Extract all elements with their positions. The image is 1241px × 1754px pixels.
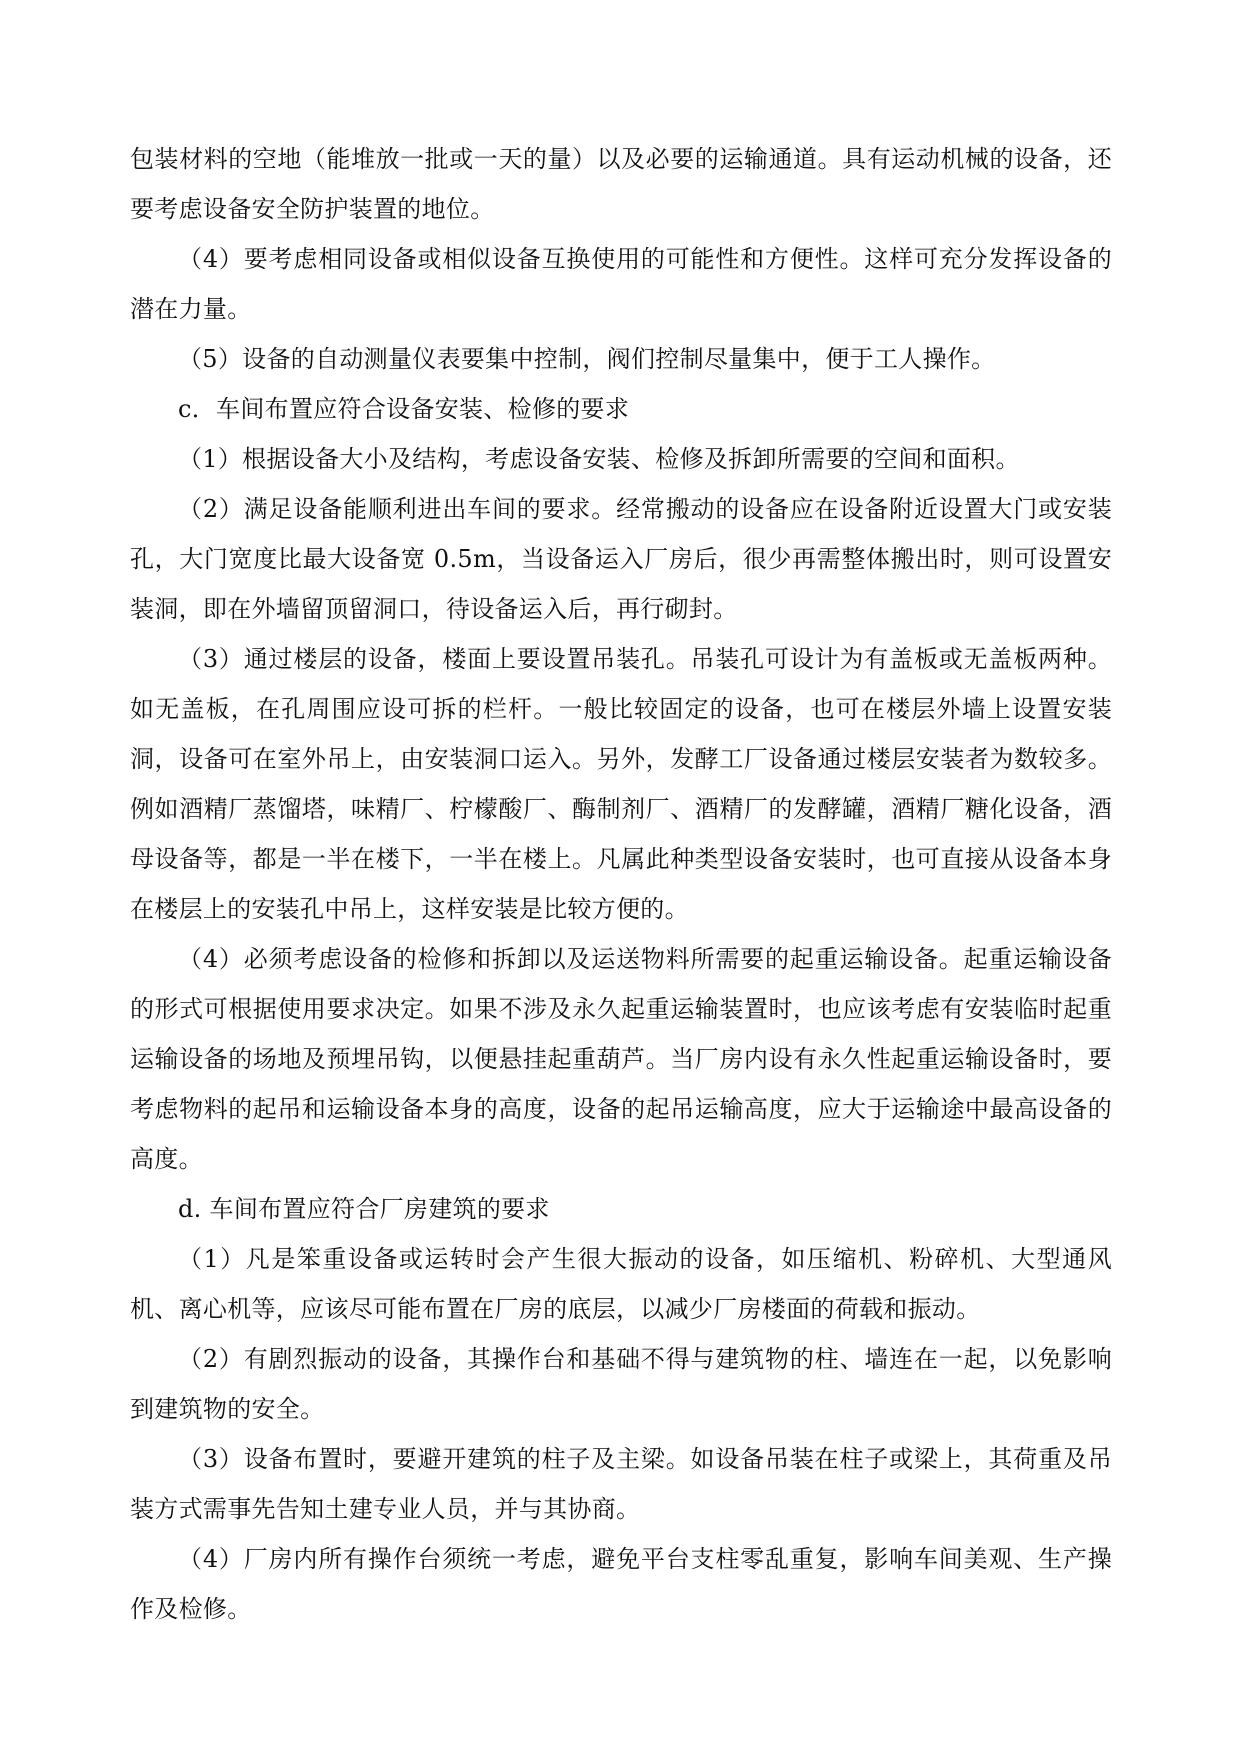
paragraph-c-item-1: （1）根据设备大小及结构，考虑设备安装、检修及拆卸所需要的空间和面积。	[178, 445, 1020, 473]
paragraph-continued: 包装材料的空地（能堆放一批或一天的量）以及必要的运输通道。具有运动机械的设备，还要考虑设备安全防护装置的地位。	[130, 145, 1112, 223]
paragraph-d-item-2: （2）有剧烈振动的设备，其操作台和基础不得与建筑物的柱、墙连在一起，以免影响到建筑物的安全。	[130, 1345, 1112, 1423]
section-heading-d: d. 车间布置应符合厂房建筑的要求	[178, 1195, 550, 1223]
section-heading-c: c．车间布置应符合设备安装、检修的要求	[178, 395, 630, 423]
paragraph-c-item-2: （2）满足设备能顺利进出车间的要求。经常搬动的设备应在设备附近设置大门或安装孔，大门宽度比最大设备宽 0.5m，当设备运入厂房后，很少再需整体搬出时，则可设置安装洞，即在外墙留顶留洞口，待设备运入后，再行砌封。	[130, 495, 1112, 623]
paragraph-d-item-4: （4）厂房内所有操作台须统一考虑，避免平台支柱零乱重复，影响车间美观、生产操作及检修。	[130, 1545, 1112, 1623]
paragraph-d-item-3: （3）设备布置时，要避开建筑的柱子及主梁。如设备吊装在柱子或梁上，其荷重及吊装方式需事先告知土建专业人员，并与其协商。	[130, 1445, 1112, 1523]
document-page	[130, 134, 1112, 1634]
paragraph-item-5: （5）设备的自动测量仪表要集中控制，阀们控制尽量集中，便于工人操作。	[178, 345, 996, 373]
paragraph-c-item-4: （4）必须考虑设备的检修和拆卸以及运送物料所需要的起重运输设备。起重运输设备的形式可根据使用要求决定。如果不涉及永久起重运输装置时，也应该考虑有安装临时起重运输设备的场地及预埋吊钩，以便悬挂起重葫芦。当厂房内设有永久性起重运输设备时，要考虑物料的起吊和运输设备本身的高度，设备的起吊运输高度，应大于运输途中最高设备的高度。	[130, 945, 1112, 1173]
paragraph-c-item-3: （3）通过楼层的设备，楼面上要设置吊装孔。吊装孔可设计为有盖板或无盖板两种。如无盖板，在孔周围应设可拆的栏杆。一般比较固定的设备，也可在楼层外墙上设置安装洞，设备可在室外吊上，由安装洞口运入。另外，发酵工厂设备通过楼层安装者为数较多。例如酒精厂蒸馏塔，味精厂、柠檬酸厂、酶制剂厂、酒精厂的发酵罐，酒精厂糖化设备，酒母设备等，都是一半在楼下，一半在楼上。凡属此种类型设备安装时，也可直接从设备本身在楼层上的安装孔中吊上，这样安装是比较方便的。	[130, 645, 1112, 923]
paragraph-d-item-1: （1）凡是笨重设备或运转时会产生很大振动的设备，如压缩机、粉碎机、大型通风机、离心机等，应该尽可能布置在厂房的底层，以减少厂房楼面的荷载和振动。	[130, 1245, 1112, 1323]
paragraph-item-4: （4）要考虑相同设备或相似设备互换使用的可能性和方便性。这样可充分发挥设备的潜在力量。	[130, 245, 1112, 323]
